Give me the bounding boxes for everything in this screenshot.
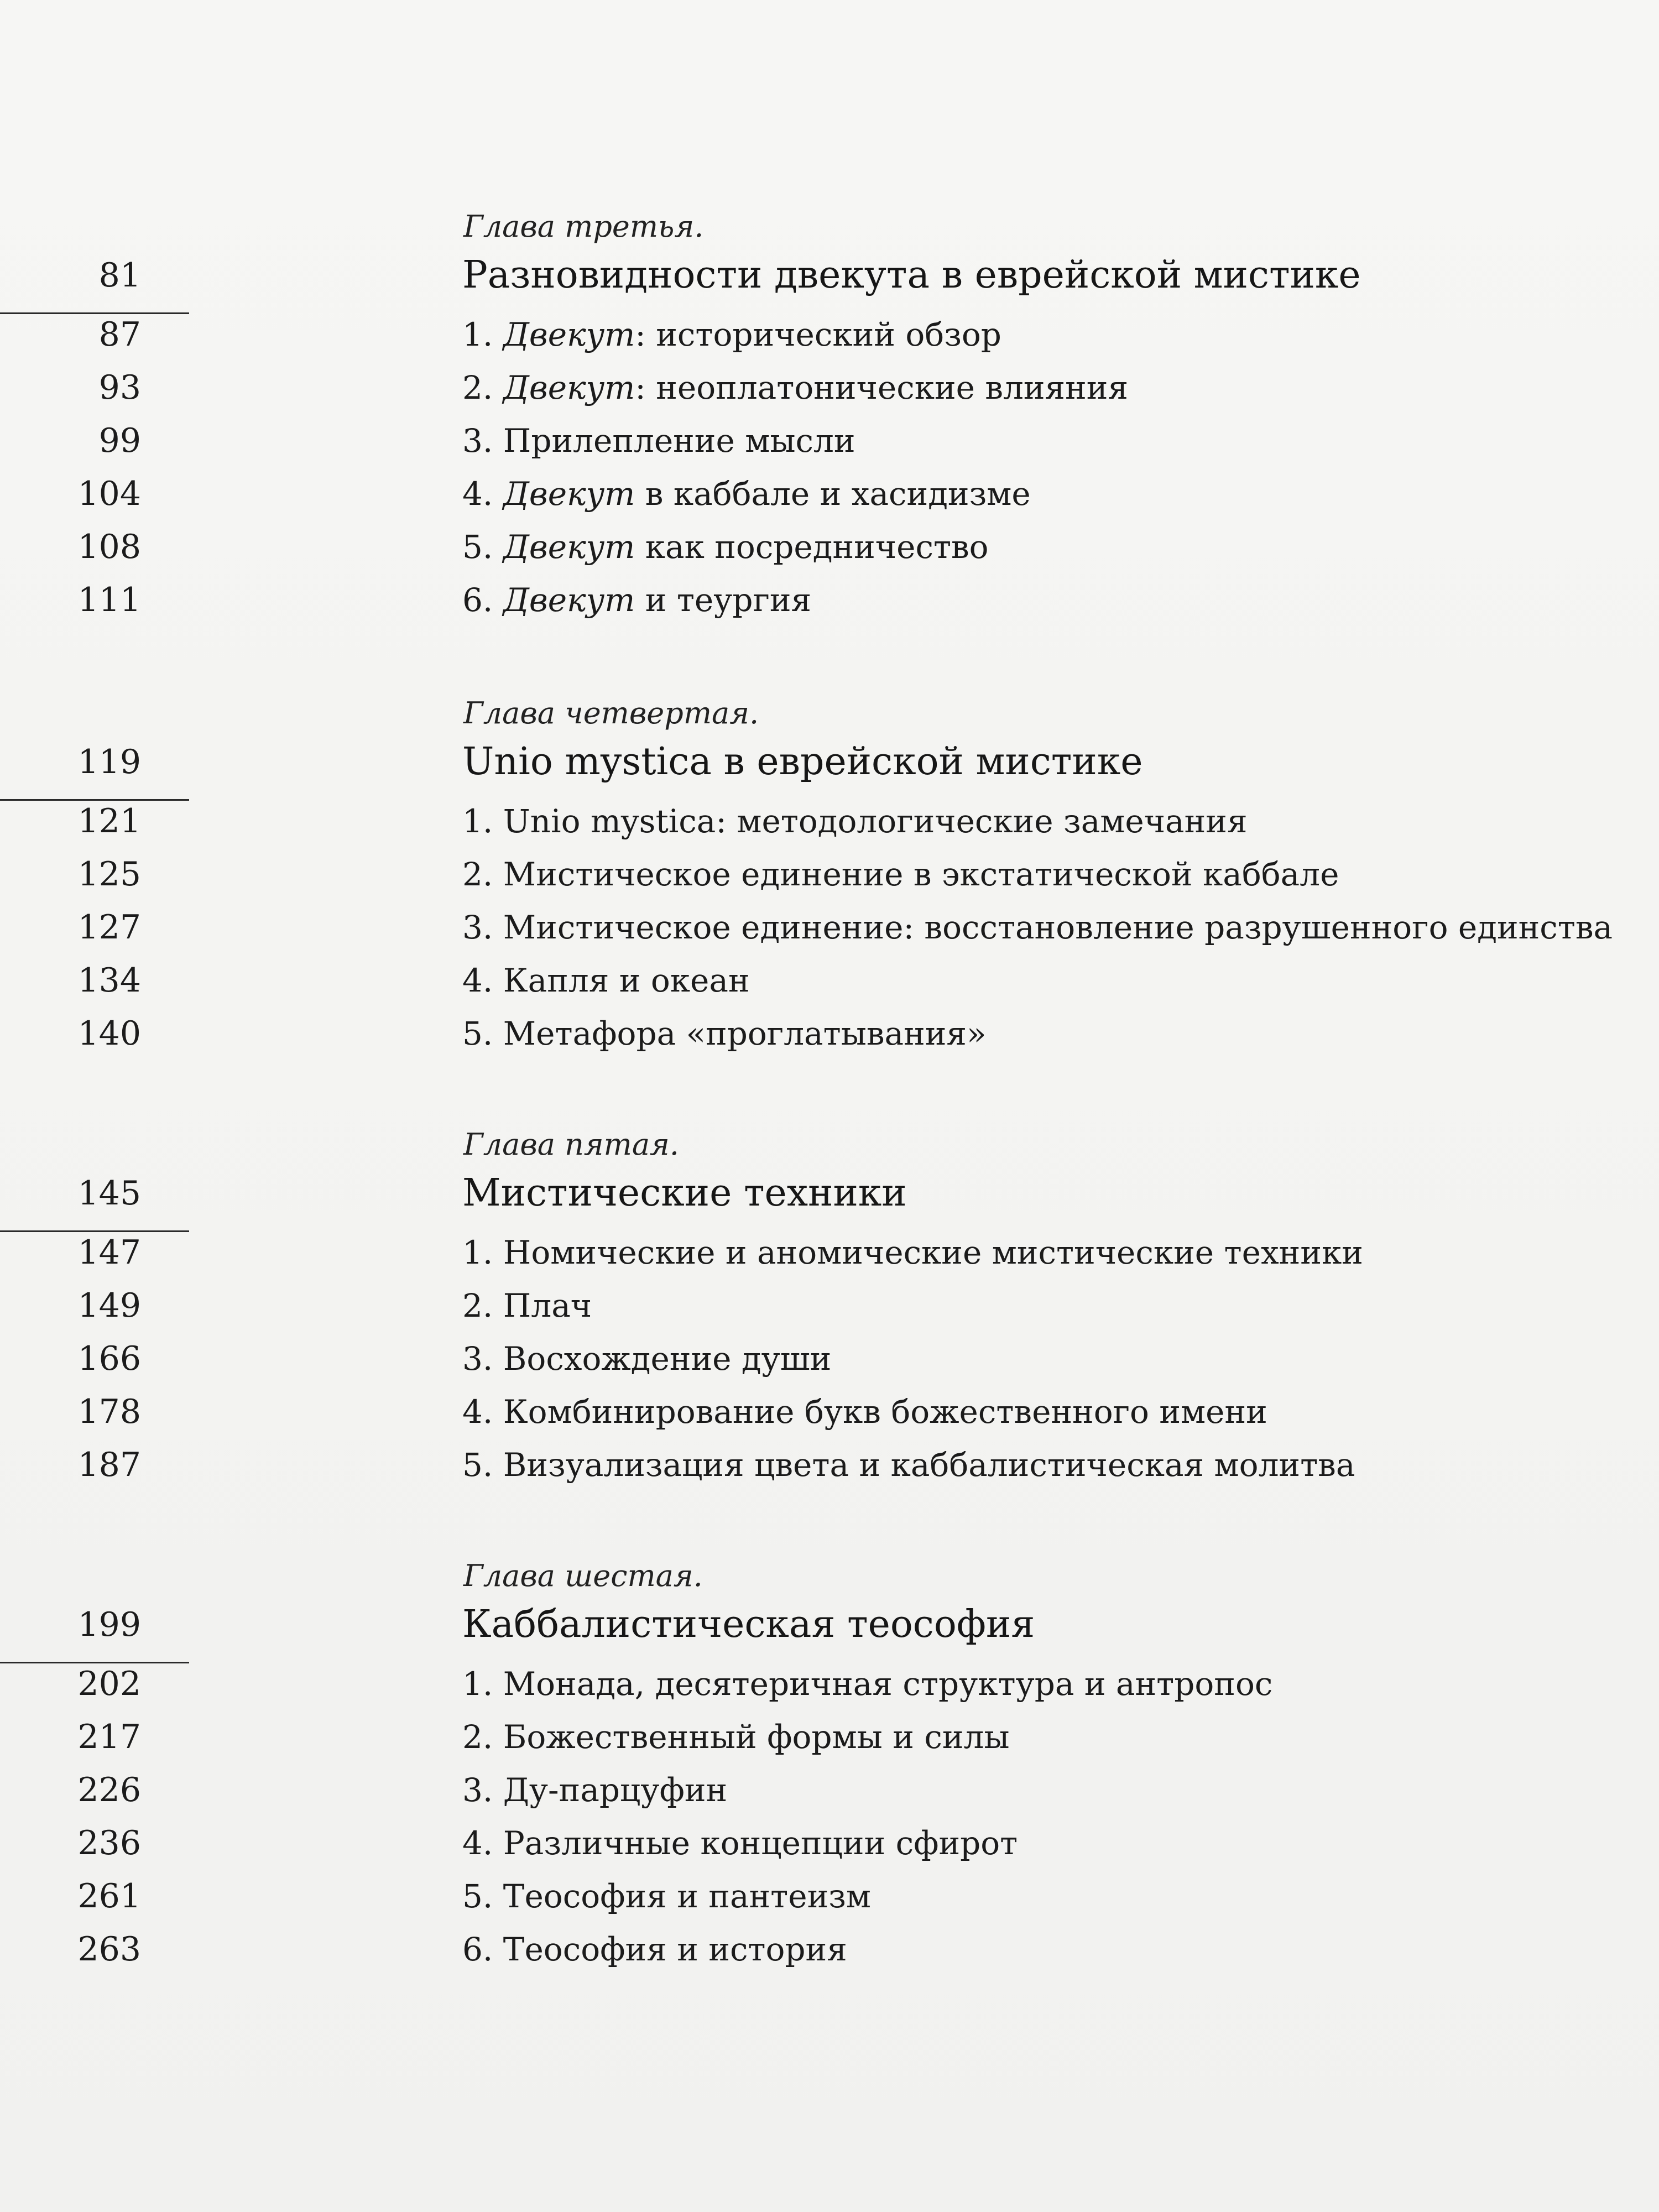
entry-title — [462, 1390, 1267, 1434]
entry-prefix: 3. — [462, 1771, 503, 1809]
entry-prefix: 5. — [462, 1877, 503, 1915]
entry-italic: Двекут — [503, 316, 635, 353]
toc-entry — [0, 1284, 1659, 1337]
chapter-label: Глава третья. — [463, 209, 704, 244]
entry-title — [462, 1284, 592, 1328]
toc-entry — [0, 1337, 1659, 1390]
entry-title — [462, 472, 1031, 516]
entry-prefix: 1. — [462, 1234, 503, 1271]
toc-entry — [0, 1927, 1659, 1980]
entry-page-number: 166 — [77, 1339, 141, 1378]
entry-rest: Восхождение души — [503, 1340, 832, 1378]
toc-entry — [0, 852, 1659, 905]
entry-page-number: 178 — [77, 1392, 141, 1431]
entry-prefix: 4. — [462, 1393, 503, 1431]
entry-page-number: 125 — [77, 855, 141, 894]
entry-rest: Различные концепции сфирот — [503, 1824, 1018, 1862]
entry-prefix: 1. — [462, 316, 503, 353]
entry-rest: Теософия и история — [503, 1931, 847, 1968]
entry-italic: Двекут — [503, 475, 635, 513]
chapter-title-row — [0, 251, 1659, 300]
entry-rest: Метафора «проглатывания» — [503, 1015, 987, 1052]
entry-rest: Божественный формы и силы — [503, 1718, 1010, 1756]
chapter-title-row — [0, 1600, 1659, 1650]
entry-italic: Двекут — [503, 528, 635, 566]
entry-page-number: 111 — [77, 581, 141, 619]
entry-prefix: 3. — [462, 909, 503, 946]
toc-entry — [0, 472, 1659, 525]
entry-rest: Unio mystica: методологические замечания — [503, 802, 1248, 840]
entry-title — [462, 958, 750, 1003]
entry-title — [462, 905, 1613, 950]
entry-page-number: 108 — [77, 528, 141, 566]
toc-entry — [0, 958, 1659, 1011]
entry-rest: Прилепление мысли — [503, 422, 855, 460]
toc-entry — [0, 1821, 1659, 1874]
entry-page-number: 236 — [77, 1824, 141, 1863]
entry-page-number: 202 — [77, 1665, 141, 1703]
chapter-title: Unio mystica в еврейской мистике — [462, 740, 1143, 784]
entry-page-number: 226 — [77, 1771, 141, 1809]
toc-entry — [0, 366, 1659, 419]
entry-prefix: 4. — [462, 475, 503, 513]
entry-prefix: 6. — [462, 581, 503, 619]
entry-prefix: 2. — [462, 1287, 503, 1324]
entry-rest: Ду-парцуфин — [503, 1771, 728, 1809]
entry-page-number: 127 — [77, 908, 141, 947]
entry-rest: Теософия и пантеизм — [503, 1877, 871, 1915]
entry-rest: Монада, десятеричная структура и антропос — [503, 1665, 1273, 1703]
entry-rest: Мистическое единение: восстановление разрушенного единства — [503, 909, 1613, 946]
entry-prefix: 5. — [462, 528, 503, 566]
toc-entry — [0, 799, 1659, 852]
toc-entry — [0, 1874, 1659, 1927]
entry-title — [462, 1011, 987, 1056]
entry-rest: как посредничество — [635, 528, 989, 566]
toc-entry — [0, 312, 1659, 366]
entry-rest: и теургия — [635, 581, 812, 619]
entry-title — [462, 312, 1001, 357]
entry-page-number: 261 — [77, 1877, 141, 1916]
toc-entry — [0, 1443, 1659, 1496]
entry-prefix: 4. — [462, 962, 503, 999]
entry-italic: Двекут — [503, 581, 635, 619]
entry-page-number: 104 — [77, 474, 141, 513]
entry-prefix: 2. — [462, 1718, 503, 1756]
entry-prefix: 5. — [462, 1446, 503, 1484]
toc-entry — [0, 1662, 1659, 1715]
entry-title — [462, 525, 989, 569]
toc-entry — [0, 1715, 1659, 1768]
chapter-label: Глава пятая. — [463, 1127, 679, 1162]
chapter-title: Каббалистическая теософия — [462, 1603, 1035, 1646]
entry-prefix: 4. — [462, 1824, 503, 1862]
toc-entry — [0, 1390, 1659, 1443]
entry-page-number: 121 — [77, 802, 141, 841]
chapter-page-number: 199 — [77, 1605, 141, 1644]
entry-page-number: 93 — [98, 368, 141, 407]
toc-entry — [0, 1230, 1659, 1284]
entry-title — [462, 1337, 831, 1381]
toc-entry — [0, 905, 1659, 958]
entry-rest: : неоплатонические влияния — [635, 369, 1129, 406]
chapter-title: Мистические техники — [462, 1171, 907, 1215]
entry-title — [462, 1715, 1010, 1759]
entry-page-number: 263 — [77, 1930, 141, 1969]
toc-entry — [0, 1011, 1659, 1065]
entry-prefix: 1. — [462, 1665, 503, 1703]
entry-page-number: 187 — [77, 1446, 141, 1484]
toc-entry — [0, 578, 1659, 631]
entry-page-number: 149 — [77, 1286, 141, 1325]
entry-rest: : исторический обзор — [635, 316, 1001, 353]
entry-prefix: 3. — [462, 1340, 503, 1378]
entry-italic: Двекут — [503, 369, 635, 406]
entry-title — [462, 1662, 1272, 1706]
entry-title — [462, 1874, 871, 1918]
entry-rest: Мистическое единение в экстатической каббале — [503, 855, 1339, 893]
entry-title — [462, 1927, 847, 1971]
entry-rest: Визуализация цвета и каббалистическая молитва — [503, 1446, 1355, 1484]
entry-page-number: 99 — [98, 421, 141, 460]
entry-title — [462, 1230, 1363, 1275]
entry-title — [462, 799, 1248, 843]
entry-title — [462, 366, 1128, 410]
entry-page-number: 140 — [77, 1014, 141, 1053]
entry-page-number: 217 — [77, 1718, 141, 1756]
toc-entry — [0, 419, 1659, 472]
chapter-label: Глава шестая. — [463, 1558, 703, 1593]
toc-entry — [0, 525, 1659, 578]
entry-rest: Капля и океан — [503, 962, 750, 999]
chapter-title: Разновидности двекута в еврейской мистике — [462, 253, 1361, 297]
entry-prefix: 6. — [462, 1931, 503, 1968]
entry-rest: Номические и аномические мистические техники — [503, 1234, 1363, 1271]
entry-prefix: 3. — [462, 422, 503, 460]
chapter-page-number: 81 — [98, 256, 141, 295]
entry-prefix: 1. — [462, 802, 503, 840]
entry-title — [462, 1821, 1018, 1865]
chapter-page-number: 145 — [77, 1174, 141, 1213]
entry-title — [462, 578, 811, 622]
entry-rest: в каббале и хасидизме — [635, 475, 1031, 513]
entry-prefix: 5. — [462, 1015, 503, 1052]
entry-prefix: 2. — [462, 855, 503, 893]
entry-prefix: 2. — [462, 369, 503, 406]
entry-page-number: 134 — [77, 961, 141, 1000]
chapter-title-row — [0, 737, 1659, 787]
entry-title — [462, 419, 855, 463]
entry-page-number: 147 — [77, 1233, 141, 1272]
entry-page-number: 87 — [98, 315, 141, 354]
entry-title — [462, 1768, 727, 1812]
chapter-page-number: 119 — [77, 743, 141, 781]
entry-rest: Комбинирование букв божественного имени — [503, 1393, 1267, 1431]
entry-rest: Плач — [503, 1287, 592, 1324]
toc-entry — [0, 1768, 1659, 1821]
chapter-label: Глава четвертая. — [463, 696, 759, 731]
chapter-title-row — [0, 1168, 1659, 1218]
entry-title — [462, 1443, 1355, 1487]
entry-title — [462, 852, 1339, 896]
